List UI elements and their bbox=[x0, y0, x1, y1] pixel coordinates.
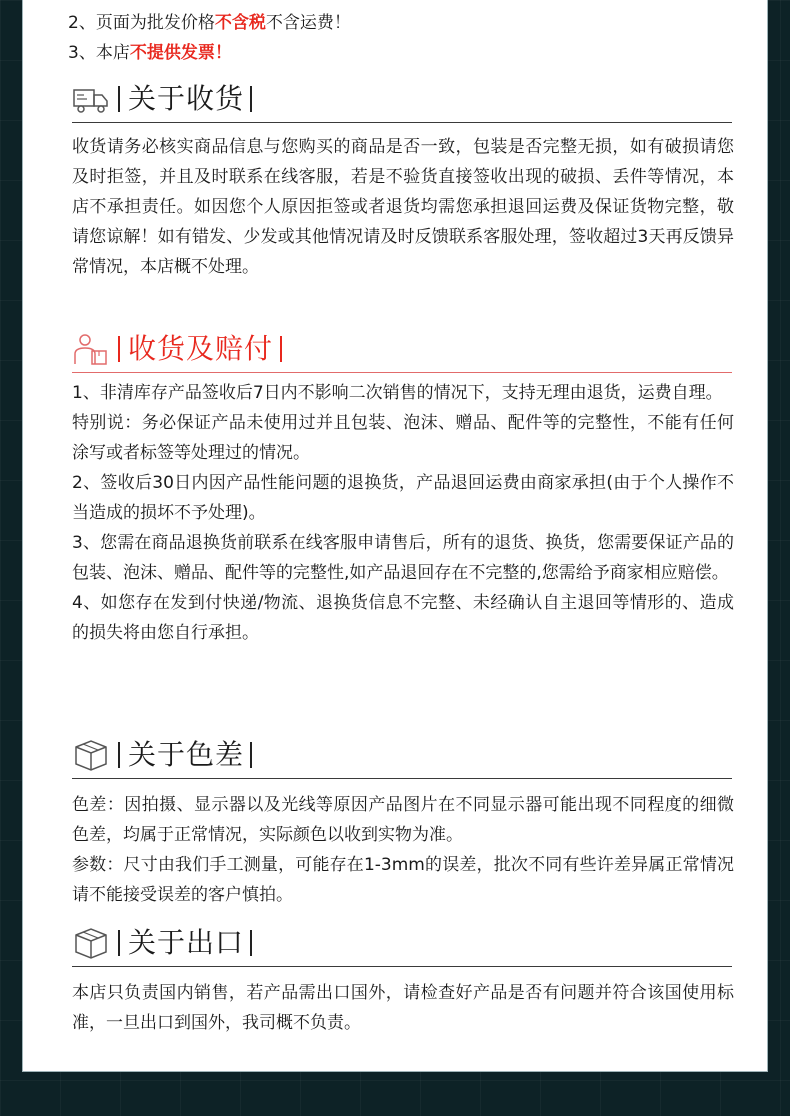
package-box-icon bbox=[72, 738, 110, 772]
title-divider bbox=[250, 86, 252, 112]
paragraph: 特别说：务必保证产品未使用过并且包装、泡沫、赠品、配件等的完整性，不能有任何涂写或者标签等处理过的情况。 bbox=[72, 413, 734, 463]
title-divider bbox=[250, 742, 252, 768]
title-divider bbox=[118, 86, 120, 112]
section-header-export bbox=[72, 920, 732, 967]
delivery-person-icon bbox=[72, 332, 110, 366]
paragraph: 色差：因拍摄、显示器以及光线等原因产品图片在不同显示器可能出现不同程度的细微色差，均属于正常情况，实际颜色以收到实物为准。 bbox=[72, 795, 734, 845]
section-header-compensation bbox=[72, 326, 732, 373]
title-divider bbox=[250, 930, 252, 956]
section-body bbox=[72, 378, 734, 648]
cut-off-line bbox=[68, 0, 351, 8]
package-box-icon bbox=[72, 926, 110, 960]
section-body bbox=[72, 978, 734, 1038]
title-divider bbox=[118, 742, 120, 768]
paragraph: 3、您需在商品退换货前联系在线客服申请售后，所有的退货、换货，您需要保证产品的包装、泡沫、赠品、配件等的完整性,如产品退回存在不完整的,您需给予商家相应赔偿。 bbox=[72, 533, 734, 583]
paragraph: 2、签收后30日内因产品性能问题的退换货，产品退回运费由商家承担(由于个人操作不当造成的损坏不予处理)。 bbox=[72, 473, 734, 523]
section-header-color-difference bbox=[72, 732, 732, 779]
section-header-receiving bbox=[72, 76, 732, 123]
paragraph: 参数：尺寸由我们手工测量，可能存在1-3mm的误差，批次不同有些许差异属正常情况请不能接受误差的客户慎拍。 bbox=[72, 855, 734, 905]
title-divider bbox=[280, 336, 282, 362]
paragraph: 4、如您存在发到付快递/物流、退换货信息不完整、未经确认自主退回等情形的、造成的损失将由您自行承担。 bbox=[72, 593, 734, 643]
section-title: 关于出口 bbox=[128, 926, 245, 959]
section-body bbox=[72, 790, 734, 910]
title-divider bbox=[118, 930, 120, 956]
title-divider bbox=[118, 336, 120, 362]
paragraph: 本店只负责国内销售，若产品需出口国外，请检查好产品是否有问题并符合该国使用标准，一旦出口到国外，我司概不负责。 bbox=[72, 983, 734, 1033]
notice-list bbox=[68, 0, 351, 68]
section-title: 关于收货 bbox=[128, 82, 245, 115]
section-title: 收货及赔付 bbox=[128, 332, 274, 365]
delivery-truck-icon bbox=[72, 82, 110, 116]
section-title: 关于色差 bbox=[128, 738, 245, 771]
paragraph: 1、非清库存产品签收后7日内不影响二次销售的情况下，支持无理由退货，运费自理。 bbox=[72, 383, 723, 403]
notice-item: 3、本店不提供发票！ bbox=[68, 43, 232, 63]
paragraph: 收货请务必核实商品信息与您购买的商品是否一致，包装是否完整无损，如有破损请您及时拒签，并且及时联系在线客服，若是不验货直接签收出现的破损、丢件等情况，本店不承担责任。如因您个人原因拒签或者退货均需您承担退回运费及保证货物完整，敬请您谅解！如有错发、少发或其他情况请及时反馈联系客服处理，签收超过3天再反馈异常情况，本店概不处理。 bbox=[72, 137, 734, 277]
notice-item: 2、页面为批发价格不含税不含运费！ bbox=[68, 13, 351, 33]
section-body bbox=[72, 132, 734, 282]
